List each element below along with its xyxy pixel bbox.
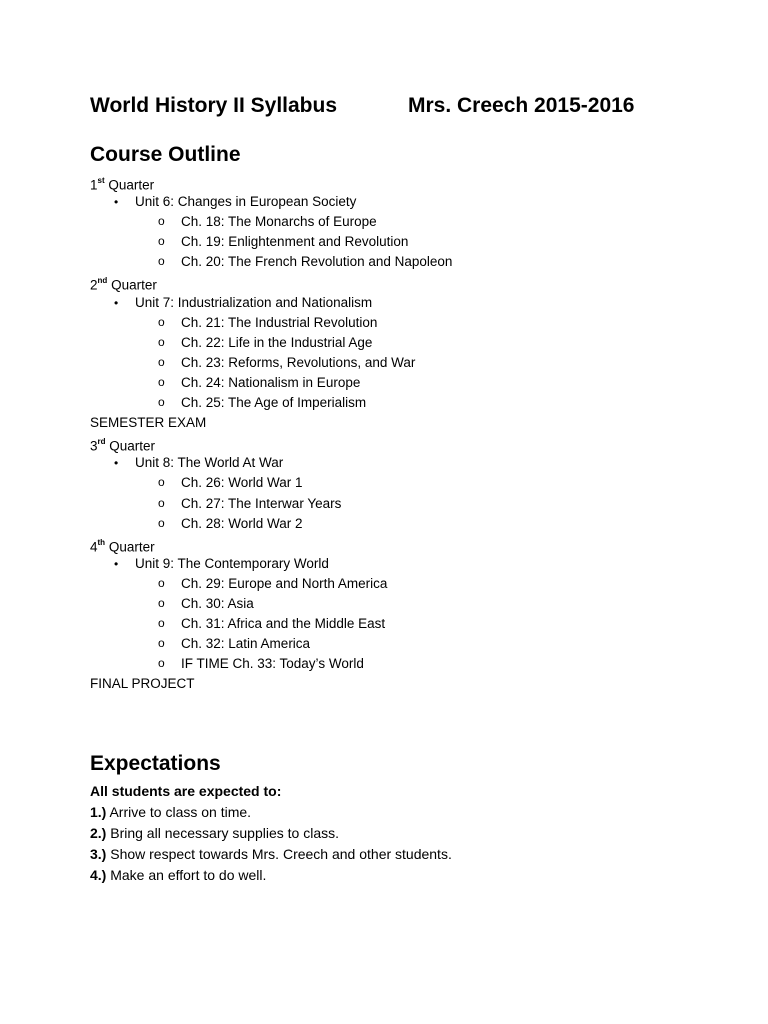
circle-bullet-icon: o (158, 616, 165, 631)
expectation-item: 1.) Arrive to class on time. (90, 804, 252, 820)
chapter-item: o Ch. 30: Asia (90, 594, 452, 614)
chapter-item: o Ch. 20: The French Revolution and Napoleon (90, 252, 452, 272)
chapter-item: o Ch. 32: Latin America (90, 634, 452, 654)
circle-bullet-icon: o (158, 515, 165, 530)
chapter-item: o Ch. 18: The Monarchs of Europe (90, 212, 452, 232)
chapter-item: o Ch. 31: Africa and the Middle East (90, 614, 452, 634)
circle-bullet-icon: o (158, 334, 165, 349)
circle-bullet-icon: o (158, 656, 165, 671)
chapter-item: o Ch. 24: Nationalism in Europe (90, 373, 452, 393)
teacher-year: Mrs. Creech 2015-2016 (408, 94, 635, 117)
bullet-icon: • (114, 456, 119, 471)
document-title (90, 94, 730, 118)
expectation-item: 2.) Bring all necessary supplies to class. (90, 825, 340, 841)
unit-item: • Unit 7: Industrialization and Nationalism (90, 293, 452, 313)
expectations-heading: Expectations (90, 752, 221, 775)
chapter-item: o IF TIME Ch. 33: Today’s World (90, 654, 452, 674)
bullet-icon: • (114, 195, 119, 210)
chapter-item: o Ch. 29: Europe and North America (90, 574, 452, 594)
quarter-heading: 3rd Quarter (90, 437, 156, 454)
chapter-item: o Ch. 26: World War 1 (90, 473, 452, 493)
chapter-item: o Ch. 27: The Interwar Years (90, 494, 452, 514)
circle-bullet-icon: o (158, 636, 165, 651)
circle-bullet-icon: o (158, 214, 165, 229)
circle-bullet-icon: o (158, 374, 165, 389)
course-title: World History II Syllabus (90, 94, 337, 117)
expectation-item: 4.) Make an effort to do well. (90, 867, 267, 883)
expectation-item: 3.) Show respect towards Mrs. Creech and other students. (90, 846, 452, 862)
unit-item: • Unit 8: The World At War (90, 453, 452, 473)
unit-item: • Unit 6: Changes in European Society (90, 192, 452, 212)
expectations-intro: All students are expected to: (90, 783, 282, 799)
quarter-heading: 4th Quarter (90, 537, 155, 555)
course-outline-heading: Course Outline (90, 143, 241, 166)
chapter-item: o Ch. 21: The Industrial Revolution (90, 313, 452, 333)
course-outline (90, 172, 452, 694)
chapter-item: o Ch. 22: Life in the Industrial Age (90, 333, 452, 353)
circle-bullet-icon: o (158, 575, 165, 590)
quarter-heading: 2nd Quarter (90, 276, 157, 293)
final-project: FINAL PROJECT (90, 676, 195, 692)
circle-bullet-icon: o (158, 475, 165, 490)
expectations-list (90, 781, 452, 886)
circle-bullet-icon: o (158, 495, 165, 510)
chapter-item: o Ch. 28: World War 2 (90, 514, 452, 534)
chapter-item: o Ch. 19: Enlightenment and Revolution (90, 232, 452, 252)
chapter-item: o Ch. 23: Reforms, Revolutions, and War (90, 353, 452, 373)
circle-bullet-icon: o (158, 395, 165, 410)
circle-bullet-icon: o (158, 595, 165, 610)
bullet-icon: • (114, 295, 119, 310)
circle-bullet-icon: o (158, 234, 165, 249)
unit-item: • Unit 9: The Contemporary World (90, 554, 452, 574)
circle-bullet-icon: o (158, 314, 165, 329)
circle-bullet-icon: o (158, 354, 165, 369)
semester-exam: SEMESTER EXAM (90, 415, 207, 431)
quarter-heading: 1st Quarter (90, 176, 155, 193)
bullet-icon: • (114, 556, 119, 571)
circle-bullet-icon: o (158, 254, 165, 269)
chapter-item: o Ch. 25: The Age of Imperialism (90, 393, 452, 413)
